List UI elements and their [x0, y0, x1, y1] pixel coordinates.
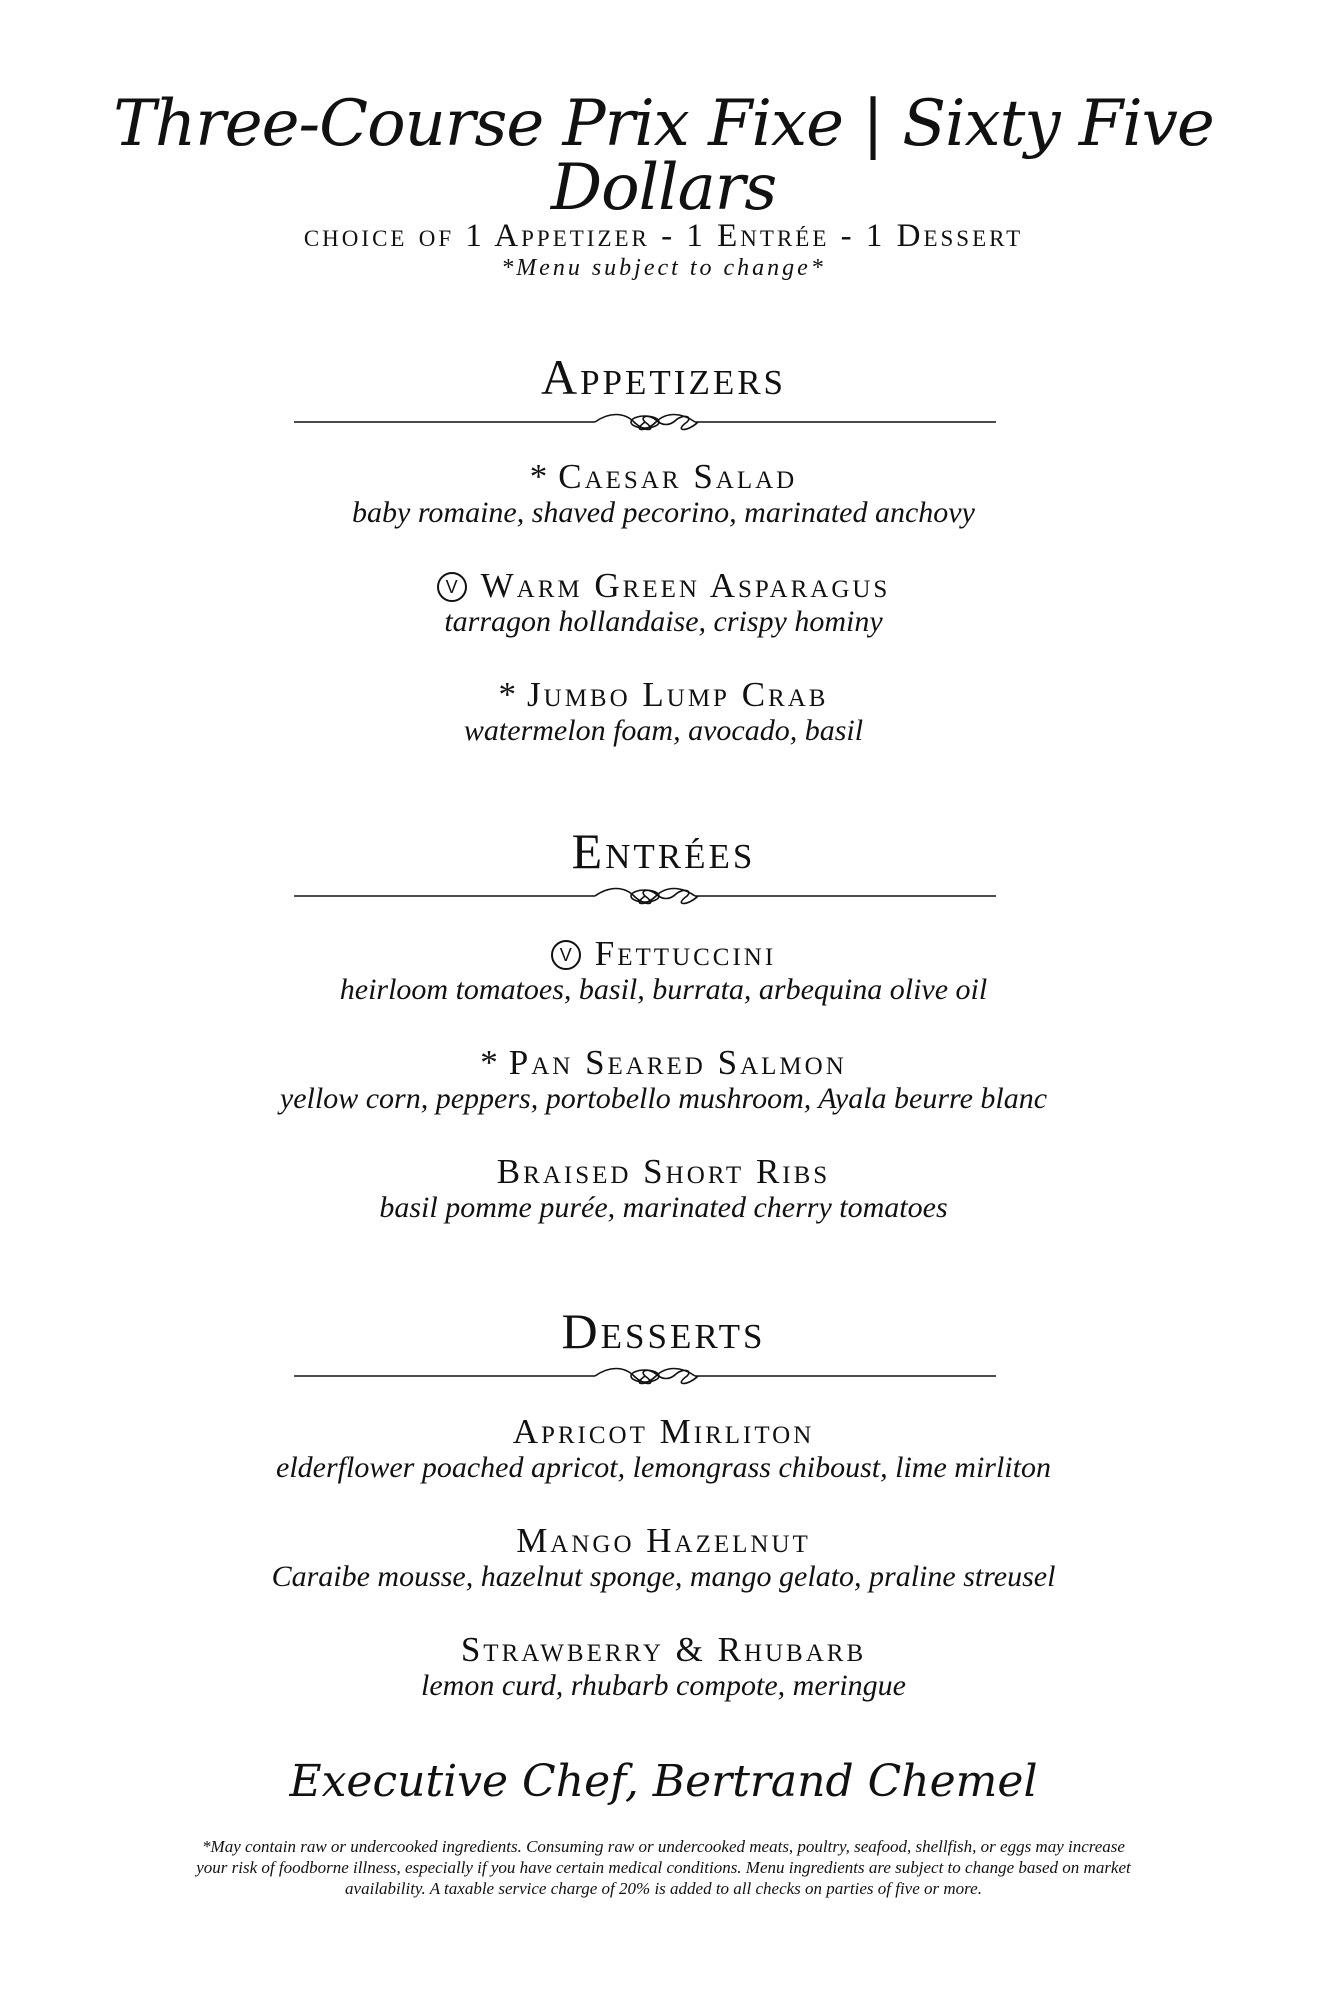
item-description: tarragon hollandaise, crispy hominy — [444, 605, 883, 638]
menu-item — [0, 1631, 1327, 1703]
menu-item — [0, 935, 1327, 1007]
asterisk-icon: * — [480, 1043, 501, 1082]
section-heading-entrees: Entrées — [571, 823, 756, 879]
menu-change-note: *Menu subject to change* — [501, 255, 826, 281]
item-name: Mango Hazelnut — [516, 1521, 811, 1560]
item-description: lemon curd, rhubarb compote, meringue — [421, 1669, 906, 1702]
menu-item — [0, 1044, 1327, 1116]
asterisk-icon: * — [529, 457, 551, 496]
disclaimer-line: *May contain raw or undercooked ingredients. Consuming raw or undercooked meats, poultry, seafood, shellfish, or eggs may increase — [202, 1837, 1125, 1856]
item-description: yellow corn, peppers, portobello mushroom, Ayala beurre blanc — [279, 1082, 1048, 1115]
item-name: Caesar Salad — [558, 457, 798, 496]
executive-chef-signature: Executive Chef, Bertrand Chemel — [289, 1756, 1038, 1807]
circled-v-icon: V — [551, 940, 581, 970]
section-heading-appetizers: Appetizers — [540, 349, 787, 405]
item-name: Jumbo Lump Crab — [527, 675, 829, 714]
item-description: elderflower poached apricot, lemongrass chiboust, lime mirliton — [276, 1451, 1051, 1484]
disclaimer-line: your risk of foodborne illness, especially if you have certain medical conditions. Menu ingredients are subject to change based on market — [196, 1858, 1131, 1877]
section-heading-desserts: Desserts — [561, 1303, 766, 1359]
asterisk-icon: * — [498, 675, 520, 714]
course-choice-line: choice of 1 Appetizer - 1 Entrée - 1 Dessert — [303, 218, 1024, 254]
menu-item — [0, 458, 1327, 530]
item-name: Fettuccini — [594, 934, 777, 973]
menu-item — [0, 1522, 1327, 1594]
item-description: basil pomme purée, marinated cherry tomatoes — [379, 1191, 948, 1224]
item-description: Caraibe mousse, hazelnut sponge, mango gelato, praline streusel — [271, 1560, 1056, 1593]
menu-item — [0, 676, 1327, 748]
item-name: Apricot Mirliton — [512, 1412, 815, 1451]
item-name: Braised Short Ribs — [496, 1152, 831, 1191]
item-description: heirloom tomatoes, basil, burrata, arbequina olive oil — [339, 973, 988, 1006]
flourish-divider-icon — [294, 884, 996, 908]
disclaimer-line: availability. A taxable service charge of 20% is added to all checks on parties of five or more. — [345, 1879, 982, 1898]
menu-title: Three-Course Prix Fixe | Sixty Five Dollars — [113, 87, 1214, 225]
menu-item — [0, 567, 1327, 639]
item-description: watermelon foam, avocado, basil — [463, 714, 864, 747]
menu-item — [0, 1153, 1327, 1225]
item-description: baby romaine, shaved pecorino, marinated anchovy — [352, 496, 975, 529]
item-name: Pan Seared Salmon — [508, 1043, 847, 1082]
item-name: Warm Green Asparagus — [480, 566, 891, 605]
flourish-divider-icon — [294, 1364, 996, 1388]
circled-v-icon: V — [437, 572, 467, 602]
disclaimer — [120, 1836, 1207, 1899]
flourish-divider-icon — [294, 410, 996, 434]
menu-item — [0, 1413, 1327, 1485]
item-name: Strawberry & Rhubarb — [460, 1630, 867, 1669]
